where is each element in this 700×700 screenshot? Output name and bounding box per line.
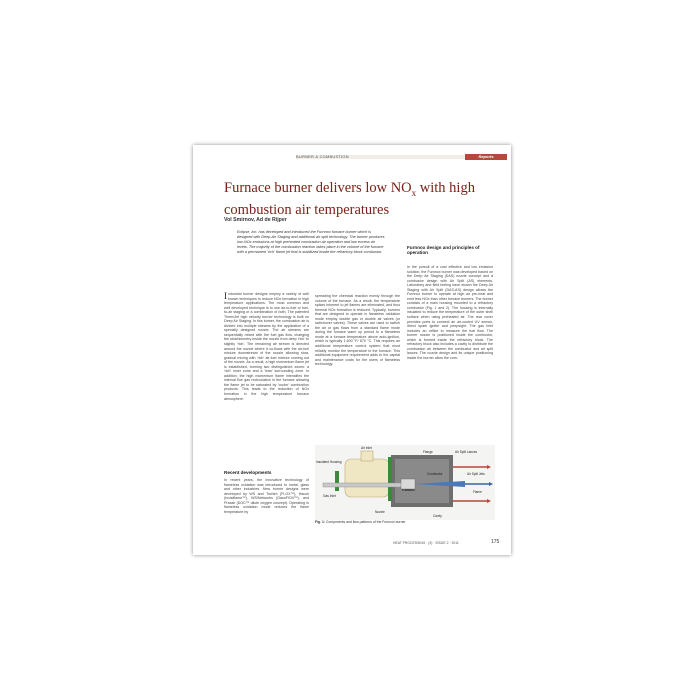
air-inlet-duct <box>361 451 373 461</box>
journal-footer: HEAT PROCESSING · (3) · ISSUE 2 · 2011 <box>393 541 459 545</box>
label-nozzle: Nozzle <box>375 510 385 514</box>
column-3-heading: Furnnox design and principles of operation <box>407 245 480 256</box>
abstract: Eclipse, Inc. has developed and introduced the Furnnox furnace burner which is designed with Deep-Air Staging and additional air split technology. The burner produces low-NOx emissions at high preheated combustion air operation and low excess air levels. The majority of the combustion reaction takes place in the volume of the furnace with a permanent 'rich' flame jet that is stabilized inside the refractory block combustor. <box>237 230 385 254</box>
magazine-page <box>193 145 511 555</box>
title-subscript: x <box>411 187 417 198</box>
label-insulated-housing: Insulated Housing <box>316 460 342 464</box>
insulated-housing <box>345 459 389 497</box>
label-flame: Flame <box>473 490 482 494</box>
column-1 <box>224 292 309 401</box>
label-gas-inlet: Gas Inlet <box>323 494 336 498</box>
figure-caption <box>315 520 495 524</box>
label-air-split-jets: Air Split Jets <box>467 472 485 476</box>
article-title <box>224 180 494 219</box>
column-3: In the pursuit of a cost effective and low emission solution, the Furnnox burner was developed based on the Deep Air Staging (DAS) nozzle concept and a combustor design with Air Split (AS) elements. Laboratory and field testing have shown the Deep Air Staging with Air Split (DAS-AS) design allows the Furnnox burner to operate at high air pre-heat and emit less NOx than other furnace burners. The burner consists of a main housing mounted to a refractory combustor (Fig. 1 and 2). The housing is internally insulated to reduce the temperature of the outer shell surface when using preheated air. The rear cover provides ports to connect an air-cooled UV sensor, direct spark igniter and peepsight. The gas inlet includes an orifice to measure the fuel flow. The burner nozzle is positioned inside the combustor, which is formed inside the refractory block. The refractory block also includes a cavity to distribute the combustion air between the combustor and air split lances. The nozzle design and its unique positioning inside the burner allow the com- <box>407 265 493 360</box>
section-label: BURNER & COMBUSTION <box>296 154 349 159</box>
label-flange: Flange <box>423 450 433 454</box>
recent-developments-heading: Recent developments <box>224 470 272 475</box>
label-air-inlet: Air Inlet <box>361 446 372 450</box>
label-brand: FURNNOX <box>402 489 415 492</box>
burner-diagram <box>315 445 495 520</box>
drop-cap: I <box>224 291 227 301</box>
nozzle <box>401 479 415 489</box>
page-number: 175 <box>491 539 500 545</box>
column-2: spreading the chemical reaction evenly through the volume of the furnace. As a result, the temperature spikes inherent to jet flames are eliminated, and thus thermal NOx formation is reduced. Typically, burners that are designed to operate in flameless oxidation mode employ double gas or double air valves (or switchover valves). These valves are used to switch the air or gas flows from a standard flame mode during the furnace warm up period to a flameless mode at a furnace temperature above auto-ignition, which is typically 1,600 °F/ 870 °C. This requires an additional temperature control system that must reliably monitor the temperature in the furnace. This additional equipment requirement adds to the capital and maintenance costs for the users of flameless technology. <box>315 294 400 367</box>
authors: Vol Smirnov, Ad de Rijper <box>224 217 287 223</box>
column-1-text: ndustrial burner designs employ a variety of well known techniques to reduce NOx formation in high temperature applications. The most common and well developed technique is to use air-to-fuel or fuel-to-air staging or a combination of both. The patented ThermJet high velocity burner technology is built on Deep Air Staging. In this burner, the combustion air is divided into multiple streams by the application of a specially designed nozzle. The air streams are sequentially mixed with the fuel gas flow, changing the stoichiometry inside the nozzle from deep 'rich' to slightly 'rich'. The remaining air stream is directed around the nozzle where it co-flows with the air-fuel mixture downstream of the nozzle allowing slow, gradual mixing with 'rich' air-fuel mixture coming out of the nozzle. As a result, a high momentum flame jet is established, forming two distinguished zones: a 'rich' inner zone and a 'lean' surrounding zone. In addition, the high momentum flame intensifies the internal flue gas recirculation in the furnace allowing the flame jet to be saturated by 'cooler' combustion products. This leads to the reduction of NOx formation in the high temperature furnace atmosphere. <box>224 292 309 401</box>
reports-tag: Reports <box>465 154 507 160</box>
title-rest: with high combustion air temperatures <box>224 180 475 218</box>
caption-label: Fig. 1: <box>315 520 325 524</box>
label-combustor: Combustor <box>427 472 443 476</box>
caption-text: Components and flow patterns of the Furnnox burner <box>324 520 406 524</box>
recent-developments-text: In recent years, the innovative technology of flameless oxidation was introduced to metal, glass and other industries. New burner designs were developed by WS and Tochim (FLOX™), Hauck (Invisiflame™), WS/Networks (GasoFlOX™), and Praxair (DOC™ dilute oxygen concept). Operating in flameless oxidation mode reduces the flame temperature by <box>224 478 309 514</box>
rear-cover <box>335 471 339 491</box>
flange <box>388 457 392 501</box>
label-cavity: Cavity <box>433 514 442 518</box>
label-air-split-lances: Air Split Lances <box>455 450 478 454</box>
title-main: Furnace burner delivers low NO <box>224 180 412 196</box>
gas-inlet-pipe <box>323 483 403 487</box>
